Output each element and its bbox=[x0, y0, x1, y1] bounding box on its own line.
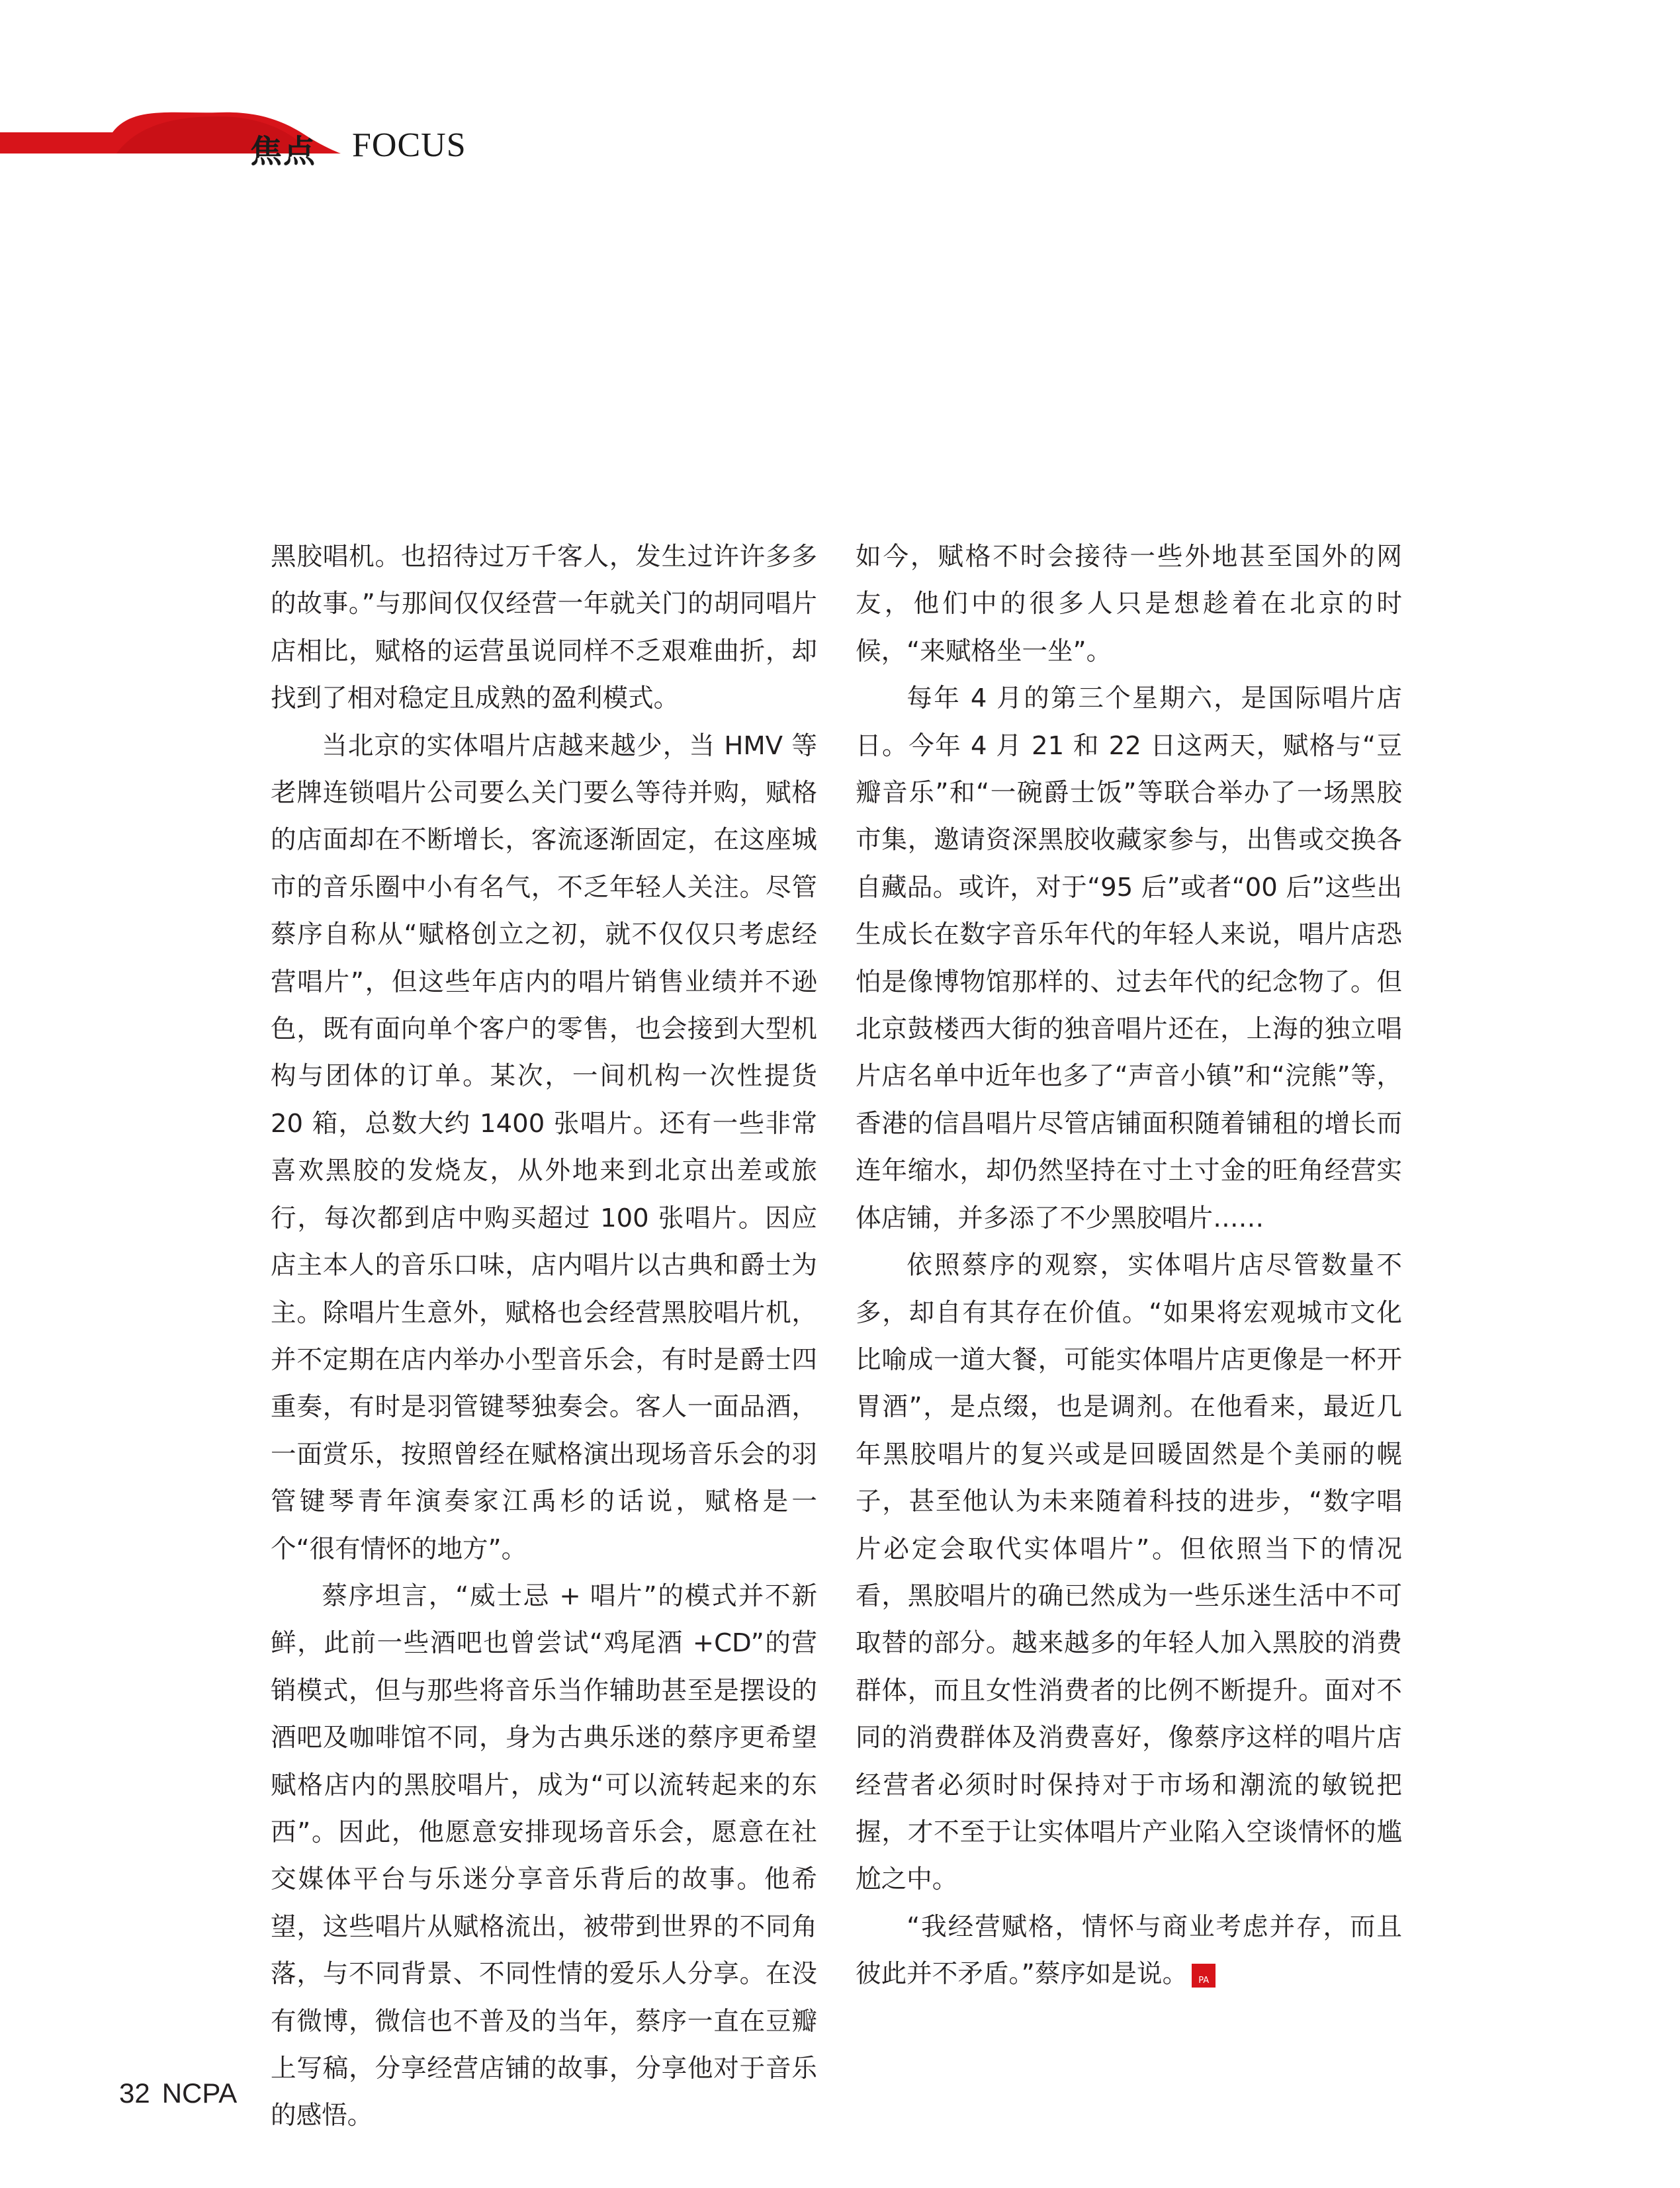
paragraph: 当北京的实体唱片店越来越少，当 HMV 等老牌连锁唱片公司要么关门要么等待并购，赋格的店面却在不断增长，客流逐渐固定，在这座城市的音乐圈中小有名气，不乏年轻人关注。尽管蔡序自称从“赋格创立之初，就不仅仅只考虑经营唱片”，但这些年店内的唱片销售业绩并不逊色，既有面向单个客户的零售，也会接到大型机构与团体的订单。某次，一间机构一次性提货 20 箱，总数大约 1400 张唱片。还有一些非常喜欢黑胶的发烧友，从外地来到北京出差或旅行，每次都到店中购买超过 100 张唱片。因应店主本人的音乐口味，店内唱片以古典和爵士为主。除唱片生意外，赋格也会经营黑胶唱片机，并不定期在店内举办小型音乐会，有时是爵士四重奏，有时是羽管键琴独奏会。客人一面品酒，一面赏乐，按照曾经在赋格演出现场音乐会的羽管键琴青年演奏家江禹杉的话说，赋格是一个“很有情怀的地方”。 bbox=[271, 730, 817, 1564]
end-mark-top: NC bbox=[1243, 1964, 1256, 1975]
magazine-name: NCPA bbox=[161, 2078, 238, 2109]
page-footer bbox=[119, 2078, 249, 2109]
end-mark-bottom: PA bbox=[1198, 1975, 1210, 1986]
ncpa-end-mark-icon bbox=[1192, 1964, 1256, 1988]
section-title-cn: 焦点 bbox=[250, 133, 317, 170]
paragraph-final-text: “我经营赋格，情怀与商业考虑并存，而且彼此并不矛盾。”蔡序如是说。 bbox=[856, 1911, 1402, 1990]
paragraph-final bbox=[856, 1904, 1402, 1998]
section-title-en: FOCUS bbox=[352, 126, 466, 164]
paragraph: 如今，赋格不时会接待一些外地甚至国外的网友，他们中的很多人只是想趁着在北京的时候，“来赋格坐一坐”。 bbox=[856, 542, 1402, 666]
section-header bbox=[0, 0, 1680, 172]
paragraph: 依照蔡序的观察，实体唱片店尽管数量不多，却自有其存在价值。“如果将宏观城市文化比喻成一道大餐，可能实体唱片店更像是一杯开胃酒”，是点缀，也是调剂。在他看来，最近几年黑胶唱片的复兴或是回暖固然是个美丽的幌子，甚至他认为未来随着科技的进步，“数字唱片必定会取代实体唱片”。但依照当下的情况看，黑胶唱片的确已然成为一些乐迷生活中不可取替的部分。越来越多的年轻人加入黑胶的消费群体，而且女性消费者的比例不断提升。面对不同的消费群体及消费喜好，像蔡序这样的唱片店经营者必须时时保持对于市场和潮流的敏锐把握，才不至于让实体唱片产业陷入空谈情怀的尴尬之中。 bbox=[856, 1250, 1402, 1895]
paragraph: 每年 4 月的第三个星期六，是国际唱片店日。今年 4 月 21 和 22 日这两天，赋格与“豆瓣音乐”和“一碗爵士饭”等联合举办了一场黑胶市集，邀请资深黑胶收藏家参与，出售或交换各自藏品。或许，对于“95 后”或者“00 后”这些出生成长在数字音乐年代的年轻人来说，唱片店恐怕是像博物馆那样的、过去年代的纪念物了。但北京鼓楼西大街的独音唱片还在，上海的独立唱片店名单中近年也多了“声音小镇”和“浣熊”等，香港的信昌唱片尽管店铺面积随着铺租的增长而连年缩水，却仍然坚持在寸土寸金的旺角经营实体店铺，并多添了不少黑胶唱片…… bbox=[856, 683, 1402, 1233]
paragraph: 蔡序坦言，“威士忌 + 唱片”的模式并不新鲜，此前一些酒吧也曾尝试“鸡尾酒 +CD”的营销模式，但与那些将音乐当作辅助甚至是摆设的酒吧及咖啡馆不同，身为古典乐迷的蔡序更希望赋格店内的黑胶唱片，成为“可以流转起来的东西”。因此，他愿意安排现场音乐会，愿意在社交媒体平台与乐迷分享音乐背后的故事。他希望，这些唱片从赋格流出，被带到世界的不同角落，与不同背景、不同性情的爱乐人分享。在没有微博，微信也不普及的当年，蔡序一直在豆瓣上写稿，分享经营店铺的故事，分享他对于音乐的感悟。 bbox=[271, 1581, 817, 2131]
page-number: 32 bbox=[119, 2078, 150, 2109]
article-column-left bbox=[271, 533, 817, 2140]
article-column-right bbox=[856, 533, 1402, 1998]
paragraph: 黑胶唱机。也招待过万千客人，发生过许许多多的故事。”与那间仅仅经营一年就关门的胡同唱片店相比，赋格的运营虽说同样不乏艰难曲折，却找到了相对稳定且成熟的盈利模式。 bbox=[271, 542, 817, 714]
